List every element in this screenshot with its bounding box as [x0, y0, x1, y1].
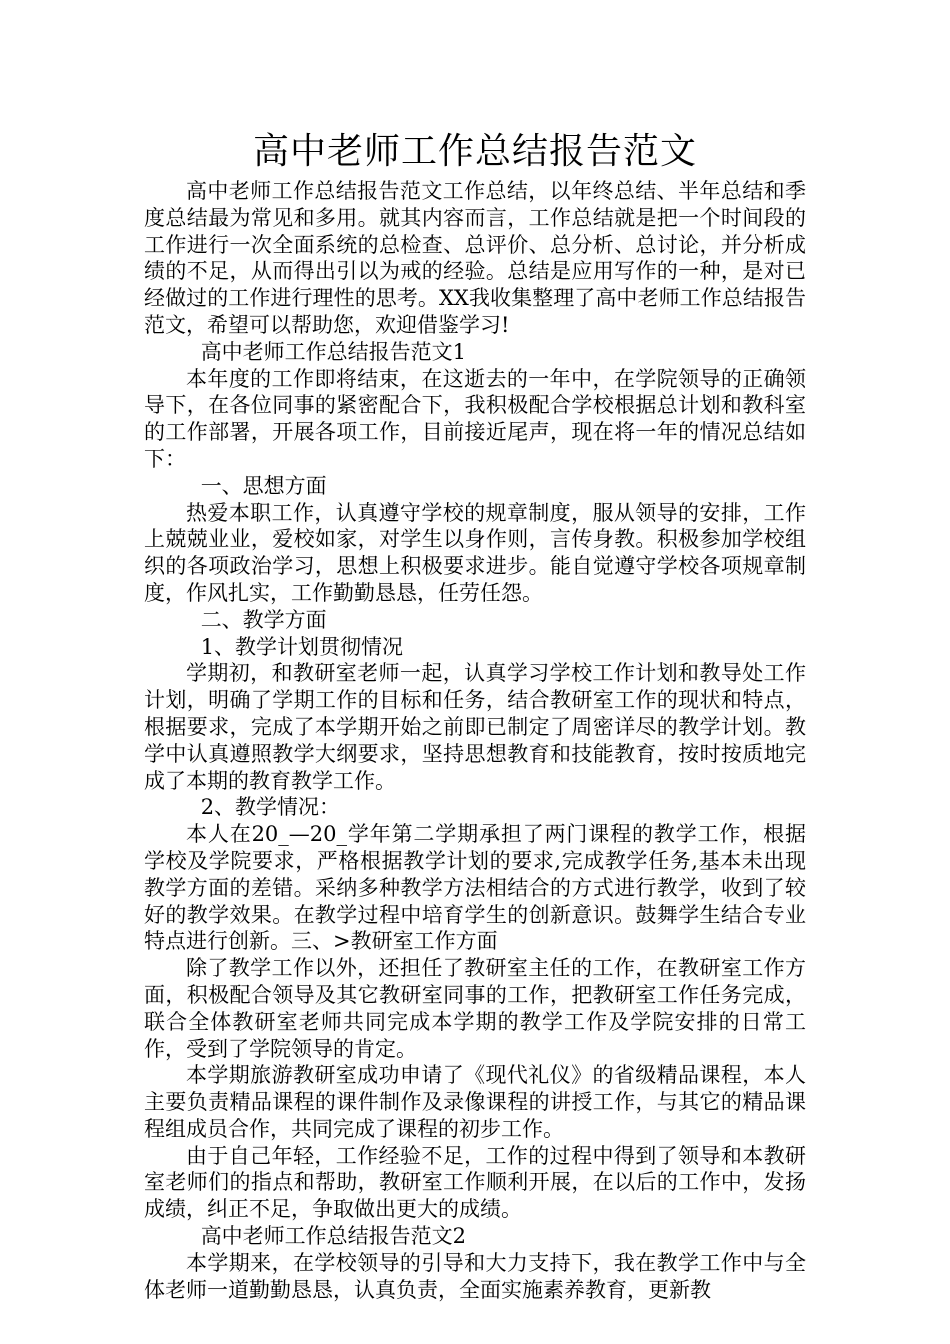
body-paragraph: 本学期来，在学校领导的引导和大力支持下，我在教学工作中与全体老师一道勤勤恳恳，认真负责，全面实施素养教育，更新教 — [144, 1250, 806, 1302]
document-title: 高中老师工作总结报告范文 — [252, 131, 697, 172]
document-page — [144, 130, 806, 1303]
section-heading: 一、思想方面 — [200, 473, 327, 498]
body-paragraph: 除了教学工作以外，还担任了教研室主任的工作，在教研室工作方面，积极配合领导及其它教研室同事的工作，把教研室工作任务完成，联合全体教研室老师共同完成本学期的教学工作及学院安排的日常工作，受到了学院领导的肯定。 — [144, 956, 806, 1061]
section-heading: 二、教学方面 — [200, 607, 327, 632]
section-heading: 高中老师工作总结报告范文1 — [200, 339, 467, 364]
body-paragraph: 高中老师工作总结报告范文工作总结，以年终总结、半年总结和季度总结最为常见和多用。就其内容而言，工作总结就是把一个时间段的工作进行一次全面系统的总检查、总评价、总分析、总讨论，并分析成绩的不足，从而得出引以为戒的经验。总结是应用写作的一种，是对已经做过的工作进行理性的思考。XX我收集整理了高中老师工作总结报告范文，希望可以帮助您，欢迎借鉴学习! — [144, 179, 806, 337]
section-heading: 高中老师工作总结报告范文2 — [200, 1224, 467, 1249]
body-paragraph: 本年度的工作即将结束，在这逝去的一年中，在学院领导的正确领导下，在各位同事的紧密配合下，我积极配合学校根据总计划和教科室的工作部署，开展各项工作，目前接近尾声，现在将一年的情况总结如下： — [144, 366, 806, 471]
body-paragraph: 本学期旅游教研室成功申请了《现代礼仪》的省级精品课程，本人主要负责精品课程的课件制作及录像课程的讲授工作，与其它的精品课程组成员合作，共同完成了课程的初步工作。 — [144, 1063, 806, 1141]
body-paragraph: 由于自己年轻，工作经验不足，工作的过程中得到了领导和本教研室老师们的指点和帮助，教研室工作顺利开展，在以后的工作中，发扬成绩，纠正不足，争取做出更大的成绩。 — [144, 1143, 806, 1222]
section-heading: 2、教学情况： — [200, 795, 341, 820]
body-paragraph: 本人在20_—20_学年第二学期承担了两门课程的教学工作，根据学校及学院要求，严格根据教学计划的要求,完成教学任务,基本未出现教学方面的差错。采纳多种教学方法相结合的方式进行教学，收到了较好的教学效果。在教学过程中培育学生的创新意识。鼓舞学生结合专业特点进行创新。三、>教研室工作方面 — [144, 822, 806, 954]
body-paragraph: 热爱本职工作，认真遵守学校的规章制度，服从领导的安排，工作上兢兢业业，爱校如家，对学生以身作则，言传身教。积极参加学校组织的各项政治学习，思想上积极要求进步。能自觉遵守学校各项规章制度，作风扎实，工作勤勤恳恳，任劳任怨。 — [144, 500, 806, 605]
section-heading: 1、教学计划贯彻情况 — [200, 634, 404, 659]
document-body — [144, 178, 806, 1303]
body-paragraph: 学期初，和教研室老师一起，认真学习学校工作计划和教导处工作计划，明确了学期工作的目标和任务，结合教研室工作的现状和特点，根据要求，完成了本学期开始之前即已制定了周密详尽的教学计划。教学中认真遵照教学大纲要求，坚持思想教育和技能教育，按时按质地完成了本期的教育教学工作。 — [144, 661, 806, 793]
